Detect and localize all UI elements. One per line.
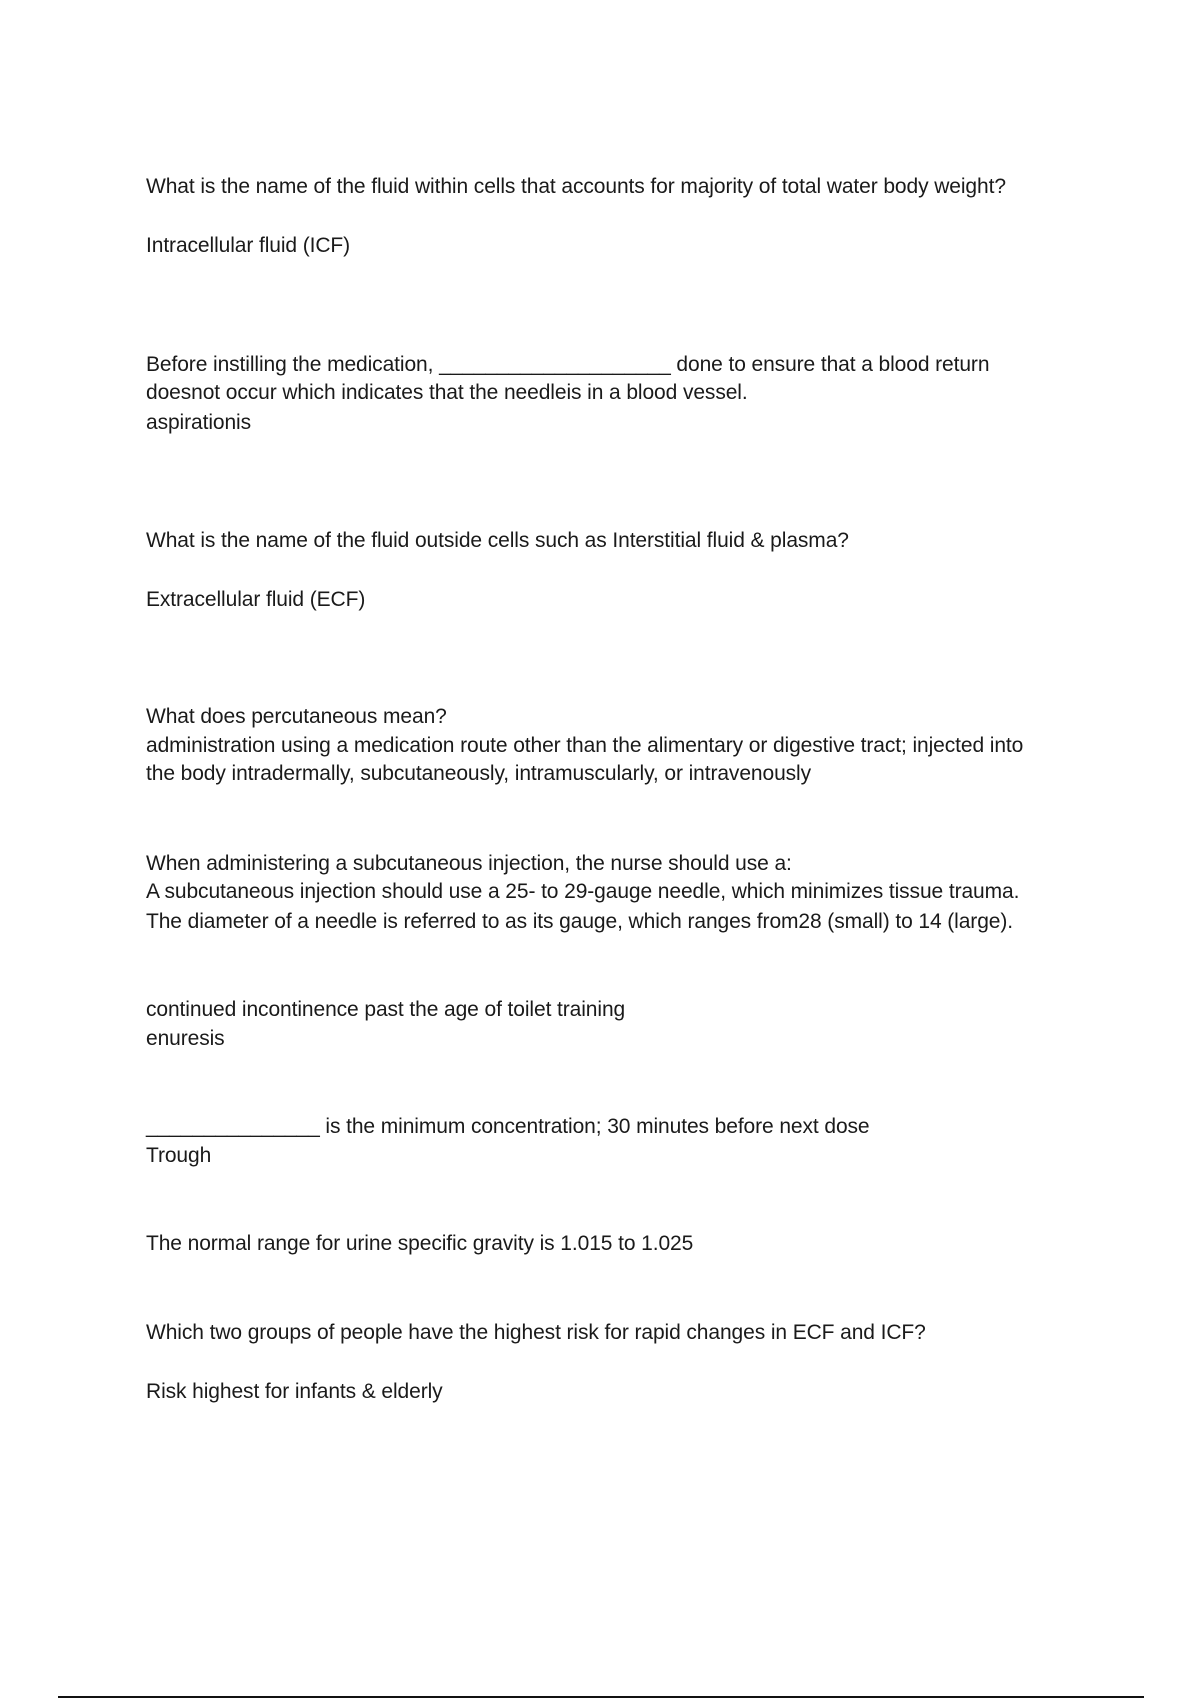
card-5-answer-line-2: The diameter of a needle is referred to as its gauge, which ranges from28 (small) to 14 (large).	[146, 910, 1013, 933]
card-9-answer: Risk highest for infants & elderly	[146, 1380, 443, 1403]
card-5-answer-line-1: A subcutaneous injection should use a 25- to 29-gauge needle, which minimizes tissue trauma.	[146, 880, 1020, 903]
card-5-question: When administering a subcutaneous injection, the nurse should use a:	[146, 852, 792, 875]
card-4-answer-line-1: administration using a medication route other than the alimentary or digestive tract; injected into	[146, 734, 1024, 757]
card-2-question-line-1: Before instilling the medication, ____________________ done to ensure that a blood return	[146, 353, 990, 376]
card-6-answer: enuresis	[146, 1027, 225, 1050]
card-6-question: continued incontinence past the age of toilet training	[146, 998, 626, 1021]
card-4-question: What does percutaneous mean?	[146, 705, 447, 728]
card-2-answer: aspirationis	[146, 411, 252, 434]
card-8-statement: The normal range for urine specific gravity is 1.015 to 1.025	[146, 1232, 694, 1255]
card-3-answer: Extracellular fluid (ECF)	[146, 588, 366, 611]
card-9-question: Which two groups of people have the highest risk for rapid changes in ECF and ICF?	[146, 1321, 926, 1344]
card-1-question: What is the name of the fluid within cells that accounts for majority of total water body weight?	[146, 175, 1006, 198]
card-7-answer: Trough	[146, 1144, 212, 1167]
card-3-question: What is the name of the fluid outside cells such as Interstitial fluid & plasma?	[146, 529, 849, 552]
card-2-question-line-2: doesnot occur which indicates that the needleis in a blood vessel.	[146, 381, 748, 404]
card-7-question: _______________ is the minimum concentration; 30 minutes before next dose	[146, 1115, 870, 1138]
card-1-answer: Intracellular fluid (ICF)	[146, 234, 351, 257]
footer-divider	[58, 1696, 1144, 1698]
card-4-answer-line-2: the body intradermally, subcutaneously, intramuscularly, or intravenously	[146, 762, 812, 785]
